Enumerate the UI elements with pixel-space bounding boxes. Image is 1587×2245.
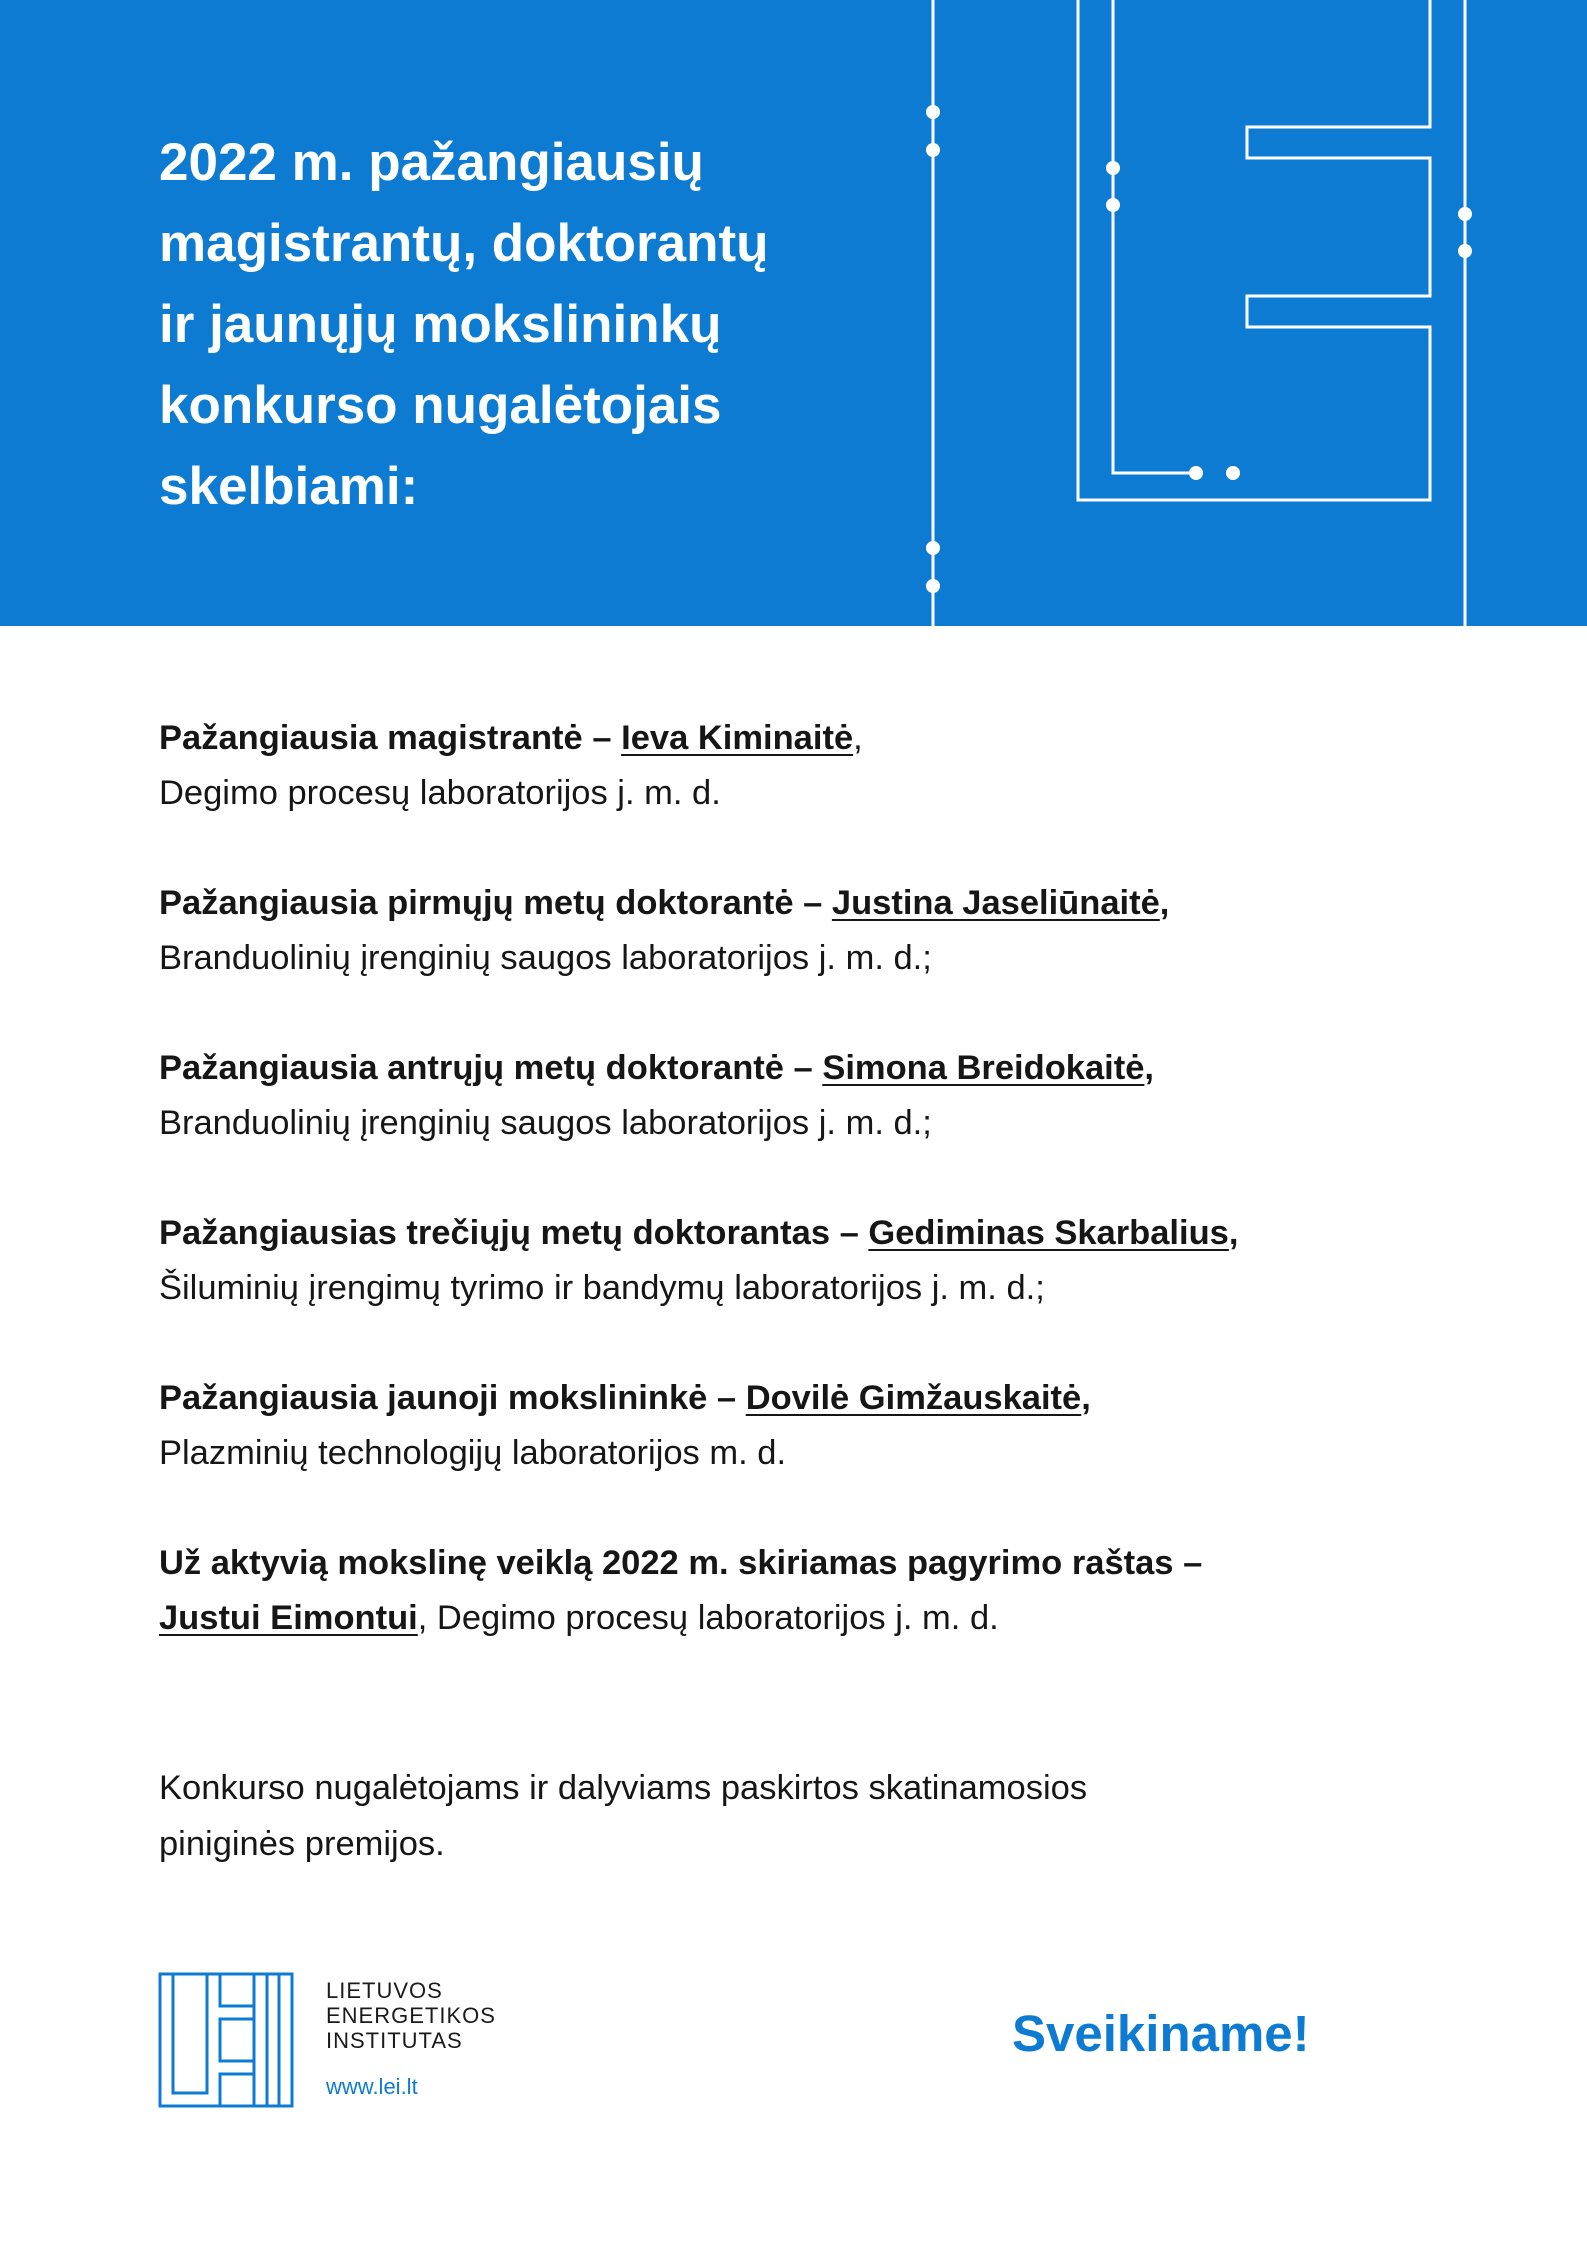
title-line: 2022 m. pažangiausių — [159, 133, 704, 192]
award-punct: , — [1159, 884, 1170, 922]
award-title-line — [159, 711, 863, 766]
award-title-line — [159, 1041, 1154, 1096]
title-line: konkurso nugalėtojais — [159, 376, 722, 435]
closing-note — [159, 1760, 1087, 1872]
award-title: Pažangiausias trečiųjų metų doktorantas – — [159, 1214, 869, 1252]
title-line: ir jaunųjų mokslininkų — [159, 295, 722, 354]
award-item — [159, 1206, 1238, 1316]
congratulations-text: Sveikiname! — [1012, 2005, 1310, 2062]
winner-name: Dovilė Gimžauskaitė — [745, 1379, 1082, 1417]
award-item — [159, 1041, 1154, 1151]
award-title: Pažangiausia jaunoji mokslininkė – — [159, 1379, 746, 1417]
logo-wordmark — [326, 1978, 496, 2053]
logo-line: LIETUVOS — [326, 1978, 443, 2003]
website-link[interactable]: www.lei.lt — [326, 2074, 418, 2099]
winner-name: Simona Breidokaitė — [822, 1049, 1145, 1087]
award-title-line — [159, 1371, 1091, 1426]
award-detail: Degimo procesų laboratorijos j. m. d. — [159, 774, 721, 812]
closing-line: Konkurso nugalėtojams ir dalyviams paskirtos skatinamosios — [159, 1769, 1088, 1807]
winner-name: Justina Jaseliūnaitė — [831, 884, 1160, 922]
commendation-item — [159, 1536, 1202, 1646]
award-punct: , — [1081, 1379, 1091, 1417]
winner-name: Gediminas Skarbalius — [868, 1214, 1229, 1252]
title-line: skelbiami: — [159, 457, 419, 516]
award-detail: Branduolinių įrenginių saugos laboratorijos j. m. d.; — [159, 939, 932, 977]
logo-line: INSTITUTAS — [326, 2028, 463, 2053]
award-detail: Plazminių technologijų laboratorijos m. d. — [159, 1434, 787, 1472]
award-punct: , — [1144, 1049, 1154, 1087]
award-title-line — [159, 1206, 1238, 1261]
award-item — [159, 876, 1169, 986]
closing-line: piniginės premijos. — [159, 1825, 445, 1863]
award-title: Pažangiausia pirmųjų metų doktorantė – — [159, 884, 832, 922]
commendation-title: Už aktyvią mokslinę veiklą 2022 m. skiriamas pagyrimo raštas – — [159, 1544, 1203, 1582]
logo-line: ENERGETIKOS — [326, 2003, 496, 2028]
award-detail: Branduolinių įrenginių saugos laboratorijos j. m. d.; — [159, 1104, 932, 1142]
header-banner — [0, 0, 1587, 626]
winner-name: Justui Eimontui — [159, 1599, 418, 1637]
award-item — [159, 1371, 1091, 1481]
circuit-decoration — [0, 0, 1587, 626]
title-line: magistrantų, doktorantų — [159, 214, 769, 273]
award-punct: , — [853, 719, 863, 757]
award-title: Pažangiausia magistrantė – — [159, 719, 622, 757]
award-punct: , — [1228, 1214, 1239, 1252]
lei-logo-icon — [158, 1972, 294, 2108]
award-title-line — [159, 876, 1169, 931]
award-title: Pažangiausia antrųjų metų doktorantė – — [159, 1049, 823, 1087]
award-detail: Šiluminių įrengimų tyrimo ir bandymų laboratorijos j. m. d.; — [159, 1269, 1045, 1307]
winner-name: Ieva Kiminaitė — [621, 719, 854, 757]
award-item — [159, 711, 863, 821]
commendation-line — [159, 1591, 1202, 1646]
commendation-detail: , Degimo procesų laboratorijos j. m. d. — [417, 1599, 999, 1637]
